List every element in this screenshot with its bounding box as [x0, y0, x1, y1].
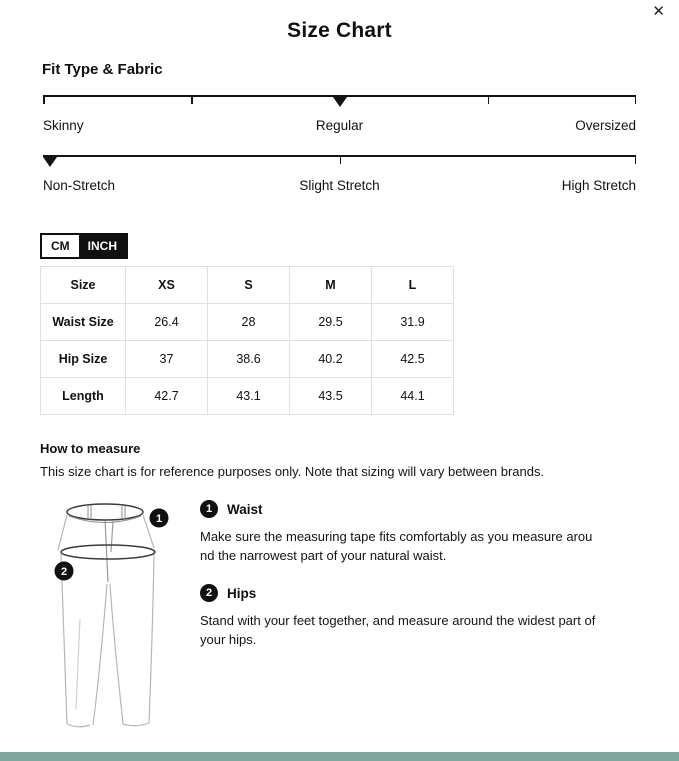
- diagram-marker-1: [150, 509, 169, 528]
- scale-tick: [191, 95, 193, 104]
- cell-value: 44.1: [372, 378, 454, 415]
- step-number-badge: 1: [200, 500, 218, 518]
- measure-steps: [200, 500, 664, 668]
- scale-tick: [635, 95, 637, 104]
- step-title-waist: Waist: [227, 501, 263, 517]
- stretch-scale: [43, 155, 636, 197]
- row-label: Waist Size: [41, 304, 126, 341]
- fit-type-fabric-heading: Fit Type & Fabric: [42, 61, 163, 78]
- table-header-row: [41, 267, 454, 304]
- cell-value: 28: [208, 304, 290, 341]
- table-row-hip: [41, 341, 454, 378]
- col-header-l: L: [372, 267, 454, 304]
- page-title: Size Chart: [287, 19, 392, 42]
- col-header-size: Size: [41, 267, 126, 304]
- cm-toggle-button[interactable]: CM: [42, 235, 79, 257]
- table-row-length: [41, 378, 454, 415]
- diagram-marker-2: [55, 562, 74, 581]
- step-waist-text: Make sure the measuring tape fits comfortably as you measure arou nd the narrowest part of your natural waist.: [200, 529, 593, 563]
- stretch-indicator-triangle-icon: [43, 157, 57, 167]
- scale-tick: [635, 155, 637, 164]
- cell-value: 43.5: [290, 378, 372, 415]
- stretch-label-high: High Stretch: [561, 178, 636, 193]
- row-label: Hip Size: [41, 341, 126, 378]
- col-header-xs: XS: [126, 267, 208, 304]
- cell-value: 29.5: [290, 304, 372, 341]
- size-table: [40, 266, 454, 415]
- table-row-waist: [41, 304, 454, 341]
- cell-value: 31.9: [372, 304, 454, 341]
- fit-type-scale: [43, 95, 636, 137]
- svg-text:1: 1: [155, 513, 163, 525]
- row-label: Length: [41, 378, 126, 415]
- cell-value: 40.2: [290, 341, 372, 378]
- col-header-m: M: [290, 267, 372, 304]
- unit-toggle: [40, 233, 128, 259]
- cell-value: 42.7: [126, 378, 208, 415]
- inch-toggle-button[interactable]: INCH: [79, 235, 126, 257]
- fit-label-oversized: Oversized: [575, 118, 636, 133]
- cell-value: 37: [126, 341, 208, 378]
- stretch-label-slight: Slight Stretch: [299, 178, 380, 193]
- fit-label-skinny: Skinny: [43, 118, 84, 133]
- step-waist-header: [200, 500, 664, 518]
- svg-text:2: 2: [60, 566, 68, 578]
- close-icon[interactable]: ✕: [652, 3, 665, 20]
- fit-label-regular: Regular: [315, 118, 364, 133]
- step-hips-text: Stand with your feet together, and measure around the widest part of your hips.: [200, 613, 596, 647]
- col-header-s: S: [208, 267, 290, 304]
- step-number-badge: 2: [200, 584, 218, 602]
- step-title-hips: Hips: [227, 585, 257, 601]
- stretch-label-non: Non-Stretch: [43, 178, 116, 193]
- step-hips-header: [200, 584, 664, 602]
- cell-value: 26.4: [126, 304, 208, 341]
- scale-tick: [488, 95, 490, 104]
- bottom-accent-bar: [0, 752, 679, 761]
- cell-value: 42.5: [372, 341, 454, 378]
- pants-diagram: [50, 494, 182, 738]
- fit-indicator-triangle-icon: [333, 97, 347, 107]
- cell-value: 43.1: [208, 378, 290, 415]
- scale-tick: [340, 155, 342, 164]
- scale-tick: [43, 95, 45, 104]
- measure-note: This size chart is for reference purposes only. Note that sizing will vary between brands.: [40, 464, 545, 479]
- cell-value: 38.6: [208, 341, 290, 378]
- how-to-measure-heading: How to measure: [40, 441, 141, 456]
